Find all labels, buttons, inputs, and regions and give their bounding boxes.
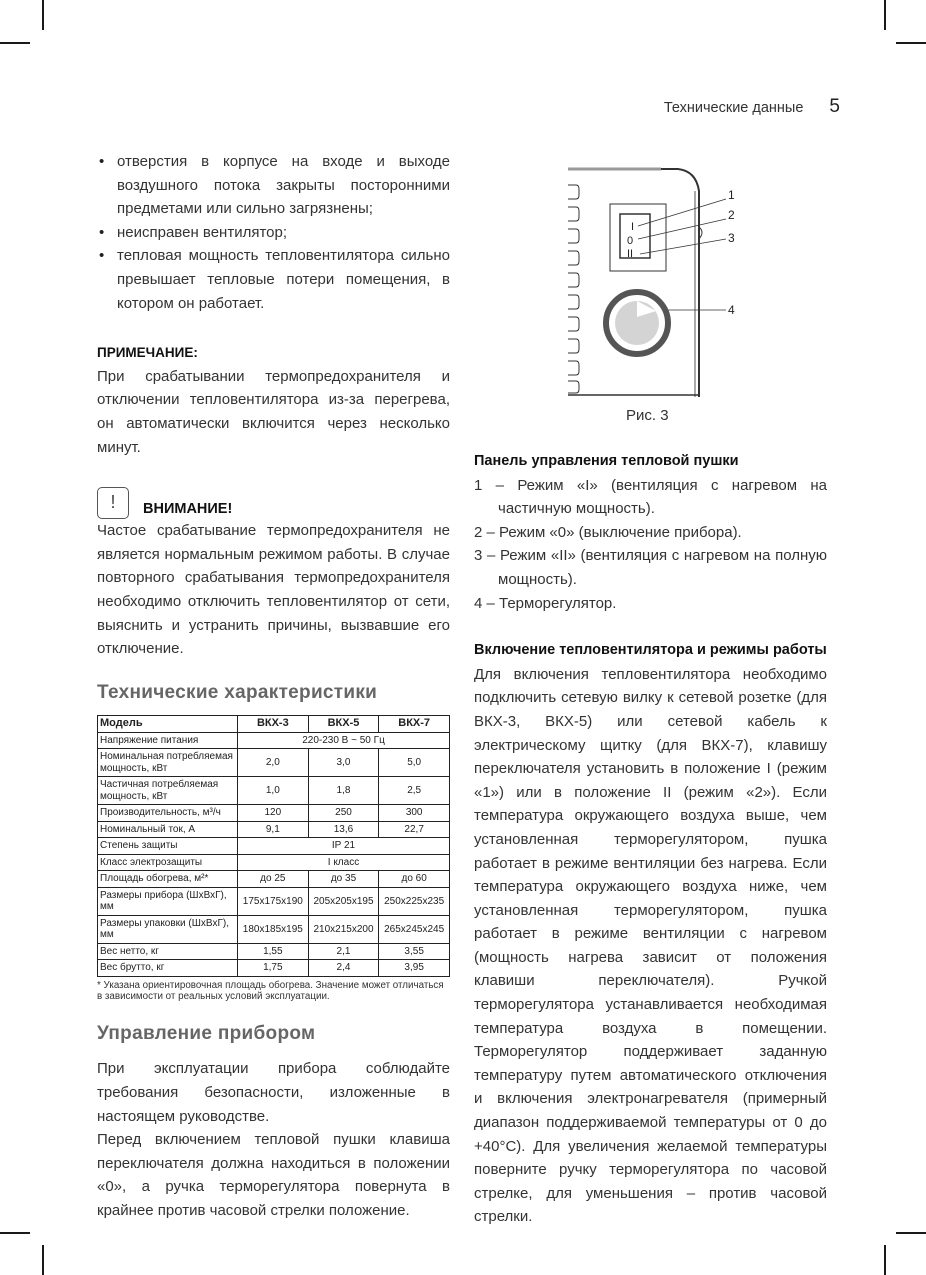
callout-3: 3 (728, 231, 735, 245)
cell: 1,0 (238, 777, 309, 805)
table-row (98, 805, 450, 822)
list-item: 3 – Режим «II» (вентиляция с нагревом на полную мощность). (474, 547, 827, 588)
list-item: 1 – Режим «I» (вентиляция с нагревом на частичную мощность). (474, 476, 827, 518)
row-label: Частичная потребляемая мощность, кВт (98, 777, 238, 805)
cell: до 60 (379, 871, 450, 888)
crop-mark (884, 1245, 886, 1275)
list-item: • тепловая мощность тепловентилятора сильно превышает тепловые потери помещения, в котором он работает. (97, 244, 450, 315)
control-paragraph: При эксплуатации прибора соблюдайте требования безопасности, изложенные в настоящем руководстве. (97, 1060, 450, 1125)
switch-mark-0: 0 (627, 235, 634, 247)
cell: 175x175x190 (238, 887, 309, 915)
crop-mark (896, 1232, 926, 1234)
cell: IP 21 (238, 838, 450, 855)
row-label: Площадь обогрева, м²* (98, 871, 238, 888)
modes-text: Для включения тепловентилятора необходимо подключить сетевую вилку к сетевой розетке (для ВКХ-3, ВКХ-5) или сетевой кабель к электрическому щитку (для ВКХ-7), клавишу переключателя установить в положение I (режим «1») или в положение II (режим «2»). Если температура окружающего воздуха выше, чем установленная терморегулятором, пушка работает в режиме вентиляции без нагрева. Если температура окружающего воздуха ниже, чем установленная терморегулятором, пушка работает в режиме вентиляции с нагревом (мощность нагрева зависит от положения клавиши переключателя). Ручкой терморегулятора устанавливается необходимая температура воздуха в помещении. Терморегулятор поддерживает заданную температуру путем автоматического отключения и включения электронагревателя (примерный диапазон поддерживаемой температуры от 0 до +40°С). Для увеличения желаемой температуры поверните ручку терморегулятора по часовой стрелке, для уменьшения – против часовой стрелки. (474, 665, 827, 1226)
row-label: Класс электрозащиты (98, 854, 238, 871)
table-row (98, 871, 450, 888)
cell: 3,95 (379, 960, 450, 977)
cell: 210x215x200 (308, 915, 379, 943)
cell: 2,0 (238, 749, 309, 777)
callout-1: 1 (728, 188, 735, 202)
note-heading: ПРИМЕЧАНИЕ: (97, 345, 198, 361)
crop-mark (0, 1232, 30, 1234)
specs-heading: Технические характеристики (97, 681, 378, 703)
crop-mark (42, 1245, 44, 1275)
warning-text: Частое срабатывание термопредохранителя не является нормальным режимом работы. В случае повторного срабатывания термопредохранителя необходимо отключить тепловентилятор от сети, выяснить и устранить причины, вызвавшие его отключение. (97, 522, 450, 658)
callout-4: 4 (728, 303, 735, 317)
row-label: Вес нетто, кг (98, 943, 238, 960)
cell: I класс (238, 854, 450, 871)
switch-mark-II: II (627, 248, 634, 260)
cell: 250x225x235 (379, 887, 450, 915)
list-item: • отверстия в корпусе на входе и выходе воздушного потока закрыты посторонними предметами или сильно загрязнены; (97, 150, 450, 221)
cell: 2,1 (308, 943, 379, 960)
cell: 3,0 (308, 749, 379, 777)
cell: 1,8 (308, 777, 379, 805)
figure-caption: Рис. 3 (626, 407, 669, 424)
crop-mark (896, 42, 926, 44)
table-header-row (98, 716, 450, 733)
row-label: Номинальный ток, А (98, 821, 238, 838)
cell: 180x185x195 (238, 915, 309, 943)
row-label: Напряжение питания (98, 732, 238, 749)
table-row (98, 960, 450, 977)
specs-table (97, 715, 450, 977)
cell: 205x205x195 (308, 887, 379, 915)
exclamation-icon: ! (97, 487, 129, 519)
left-column (97, 150, 450, 1223)
table-row (98, 854, 450, 871)
cell: 120 (238, 805, 309, 822)
row-label: Вес брутто, кг (98, 960, 238, 977)
row-label: Размеры упаковки (ШхВхГ), мм (98, 915, 238, 943)
cell: 5,0 (379, 749, 450, 777)
crop-mark (884, 0, 886, 30)
warning-block (97, 487, 450, 519)
cell: до 25 (238, 871, 309, 888)
cell: 9,1 (238, 821, 309, 838)
cell: 300 (379, 805, 450, 822)
panel-legend (474, 474, 827, 616)
column-header: ВКХ-3 (238, 716, 309, 733)
control-heading: Управление прибором (97, 1022, 316, 1044)
cell: до 35 (308, 871, 379, 888)
crop-mark (42, 0, 44, 30)
row-label: Размеры прибора (ШхВхГ), мм (98, 887, 238, 915)
table-row (98, 732, 450, 749)
column-header: ВКХ-7 (379, 716, 450, 733)
table-row (98, 821, 450, 838)
cause-list (97, 150, 450, 315)
cell: 1,75 (238, 960, 309, 977)
table-row (98, 838, 450, 855)
cell: 1,55 (238, 943, 309, 960)
heater-panel-drawing (566, 167, 756, 397)
cell: 2,5 (379, 777, 450, 805)
column-header: Модель (98, 716, 238, 733)
right-column (474, 450, 827, 1229)
cell: 250 (308, 805, 379, 822)
list-item: 2 – Режим «0» (выключение прибора). (474, 523, 742, 541)
callout-2: 2 (728, 208, 735, 222)
crop-mark (0, 42, 30, 44)
table-row (98, 777, 450, 805)
cell: 220-230 В ~ 50 Гц (238, 732, 450, 749)
cell: 265x245x245 (379, 915, 450, 943)
warning-heading: ВНИМАНИЕ! (143, 501, 233, 518)
page-number: 5 (829, 96, 840, 117)
table-row (98, 943, 450, 960)
cell: 3,55 (379, 943, 450, 960)
note-text: При срабатывании термопредохранителя и отключении тепловентилятора из-за перегрева, он автоматически включится через несколько минут. (97, 367, 450, 456)
modes-heading: Включение тепловентилятора и режимы работы (474, 642, 827, 659)
cell: 22,7 (379, 821, 450, 838)
table-footnote: * Указана ориентировочная площадь обогрева. Значение может отличаться в зависимости от реальных условий эксплуатации. (97, 979, 444, 1002)
table-row (98, 887, 450, 915)
row-label: Производительность, м³/ч (98, 805, 238, 822)
row-label: Степень защиты (98, 838, 238, 855)
cell: 2,4 (308, 960, 379, 977)
table-row (98, 749, 450, 777)
section-title: Технические данные (663, 100, 804, 116)
list-item: 4 – Терморегулятор. (474, 594, 617, 612)
column-header: ВКХ-5 (308, 716, 379, 733)
table-row (98, 915, 450, 943)
page-header (664, 96, 840, 118)
row-label: Номинальная потребляемая мощность, кВт (98, 749, 238, 777)
control-paragraph: Перед включением тепловой пушки клавиша переключателя должна находиться в положении «0», а ручка терморегулятора повернута в крайнее против часовой стрелки положение. (97, 1131, 450, 1219)
cell: 13,6 (308, 821, 379, 838)
list-item: • неисправен вентилятор; (97, 221, 450, 245)
switch-mark-I: I (631, 221, 635, 233)
panel-heading: Панель управления тепловой пушки (474, 453, 739, 469)
control-panel-figure (566, 167, 756, 402)
